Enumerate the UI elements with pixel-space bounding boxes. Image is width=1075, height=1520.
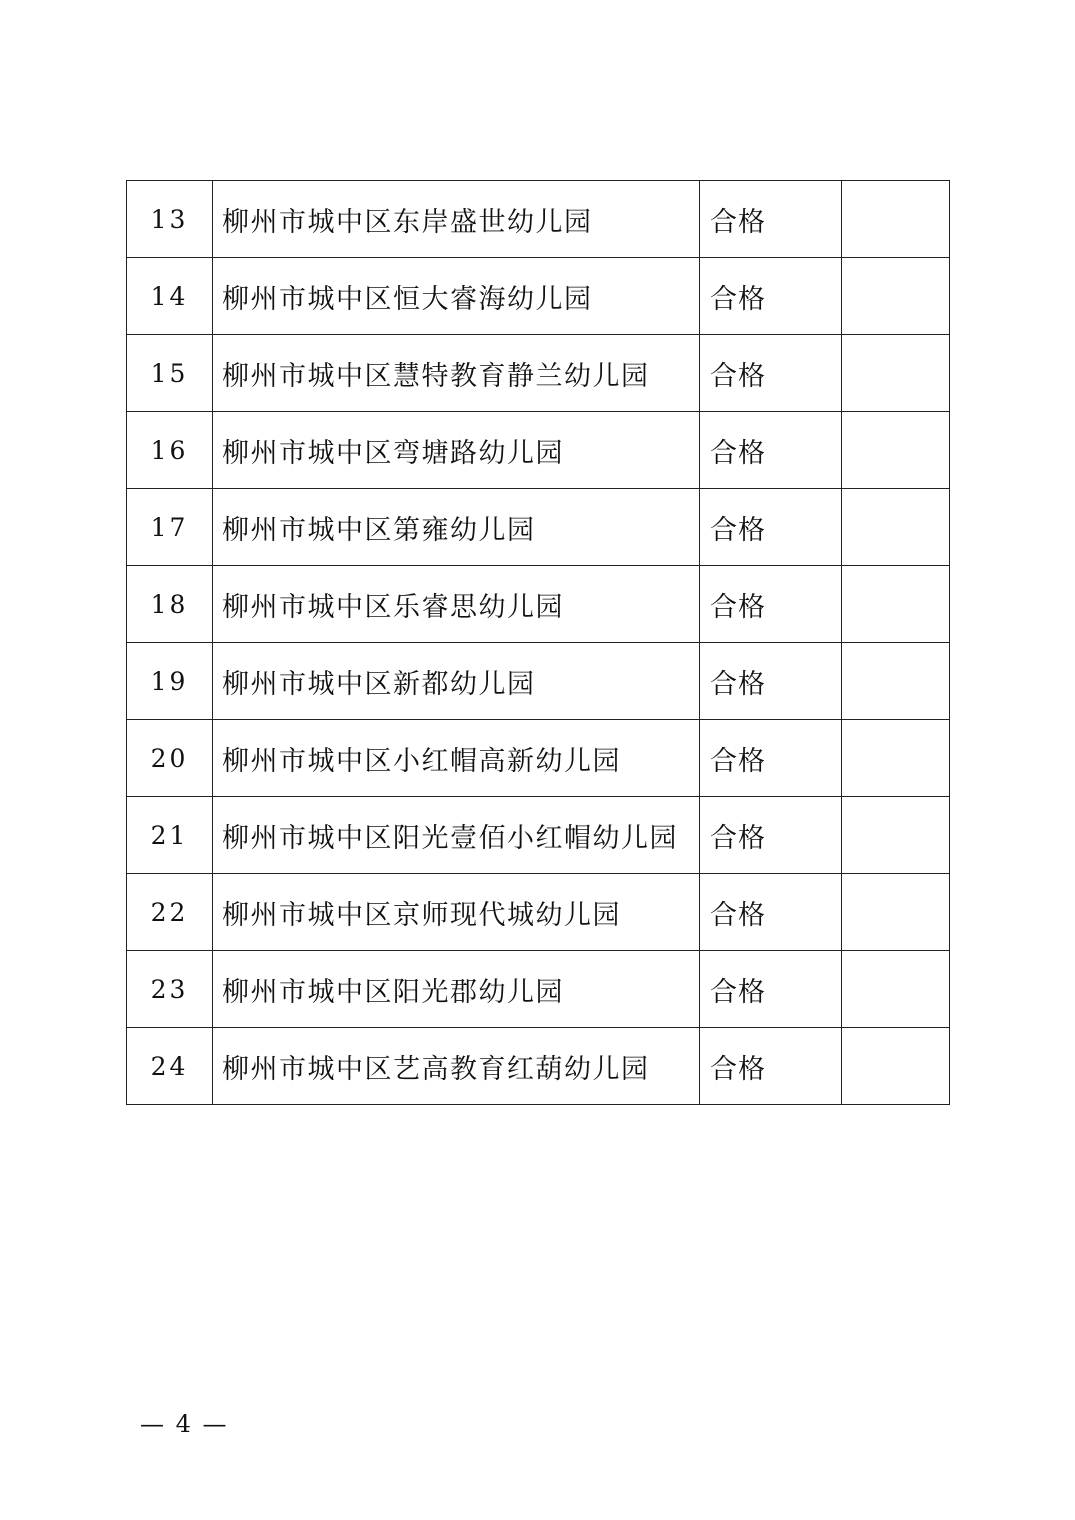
table-row [127,874,950,951]
remarks-cell [842,566,950,643]
row-number: 23 [127,951,213,1028]
remarks-cell [842,181,950,258]
table-row [127,797,950,874]
kindergarten-name: 柳州市城中区艺高教育红葫幼儿园 [213,1028,700,1105]
row-number: 17 [127,489,213,566]
table-row [127,951,950,1028]
inspection-result: 合格 [700,181,842,258]
inspection-result: 合格 [700,412,842,489]
inspection-result: 合格 [700,720,842,797]
table-row [127,258,950,335]
table-row [127,489,950,566]
inspection-result: 合格 [700,489,842,566]
table-row [127,412,950,489]
inspection-result: 合格 [700,566,842,643]
remarks-cell [842,258,950,335]
table-row [127,566,950,643]
row-number: 13 [127,181,213,258]
kindergarten-name: 柳州市城中区京师现代城幼儿园 [213,874,700,951]
kindergarten-name: 柳州市城中区恒大睿海幼儿园 [213,258,700,335]
remarks-cell [842,1028,950,1105]
row-number: 15 [127,335,213,412]
page-number: — 4 — [140,1410,229,1438]
remarks-cell [842,412,950,489]
kindergarten-name: 柳州市城中区慧特教育静兰幼儿园 [213,335,700,412]
inspection-result: 合格 [700,335,842,412]
kindergarten-name: 柳州市城中区阳光壹佰小红帽幼儿园 [213,797,700,874]
table-row [127,1028,950,1105]
remarks-cell [842,797,950,874]
table-row [127,643,950,720]
inspection-result: 合格 [700,874,842,951]
row-number: 18 [127,566,213,643]
row-number: 21 [127,797,213,874]
inspection-result: 合格 [700,1028,842,1105]
inspection-result: 合格 [700,797,842,874]
results-table [126,180,950,1105]
table-row [127,181,950,258]
row-number: 24 [127,1028,213,1105]
row-number: 22 [127,874,213,951]
kindergarten-name: 柳州市城中区东岸盛世幼儿园 [213,181,700,258]
remarks-cell [842,720,950,797]
remarks-cell [842,951,950,1028]
kindergarten-name: 柳州市城中区第雍幼儿园 [213,489,700,566]
row-number: 19 [127,643,213,720]
results-table-body [127,181,950,1105]
row-number: 16 [127,412,213,489]
row-number: 20 [127,720,213,797]
table-row [127,335,950,412]
kindergarten-name: 柳州市城中区弯塘路幼儿园 [213,412,700,489]
kindergarten-name: 柳州市城中区乐睿思幼儿园 [213,566,700,643]
row-number: 14 [127,258,213,335]
inspection-result: 合格 [700,643,842,720]
kindergarten-name: 柳州市城中区小红帽高新幼儿园 [213,720,700,797]
kindergarten-name: 柳州市城中区新都幼儿园 [213,643,700,720]
remarks-cell [842,489,950,566]
inspection-result: 合格 [700,951,842,1028]
remarks-cell [842,643,950,720]
remarks-cell [842,335,950,412]
table-row [127,720,950,797]
remarks-cell [842,874,950,951]
inspection-result: 合格 [700,258,842,335]
kindergarten-name: 柳州市城中区阳光郡幼儿园 [213,951,700,1028]
